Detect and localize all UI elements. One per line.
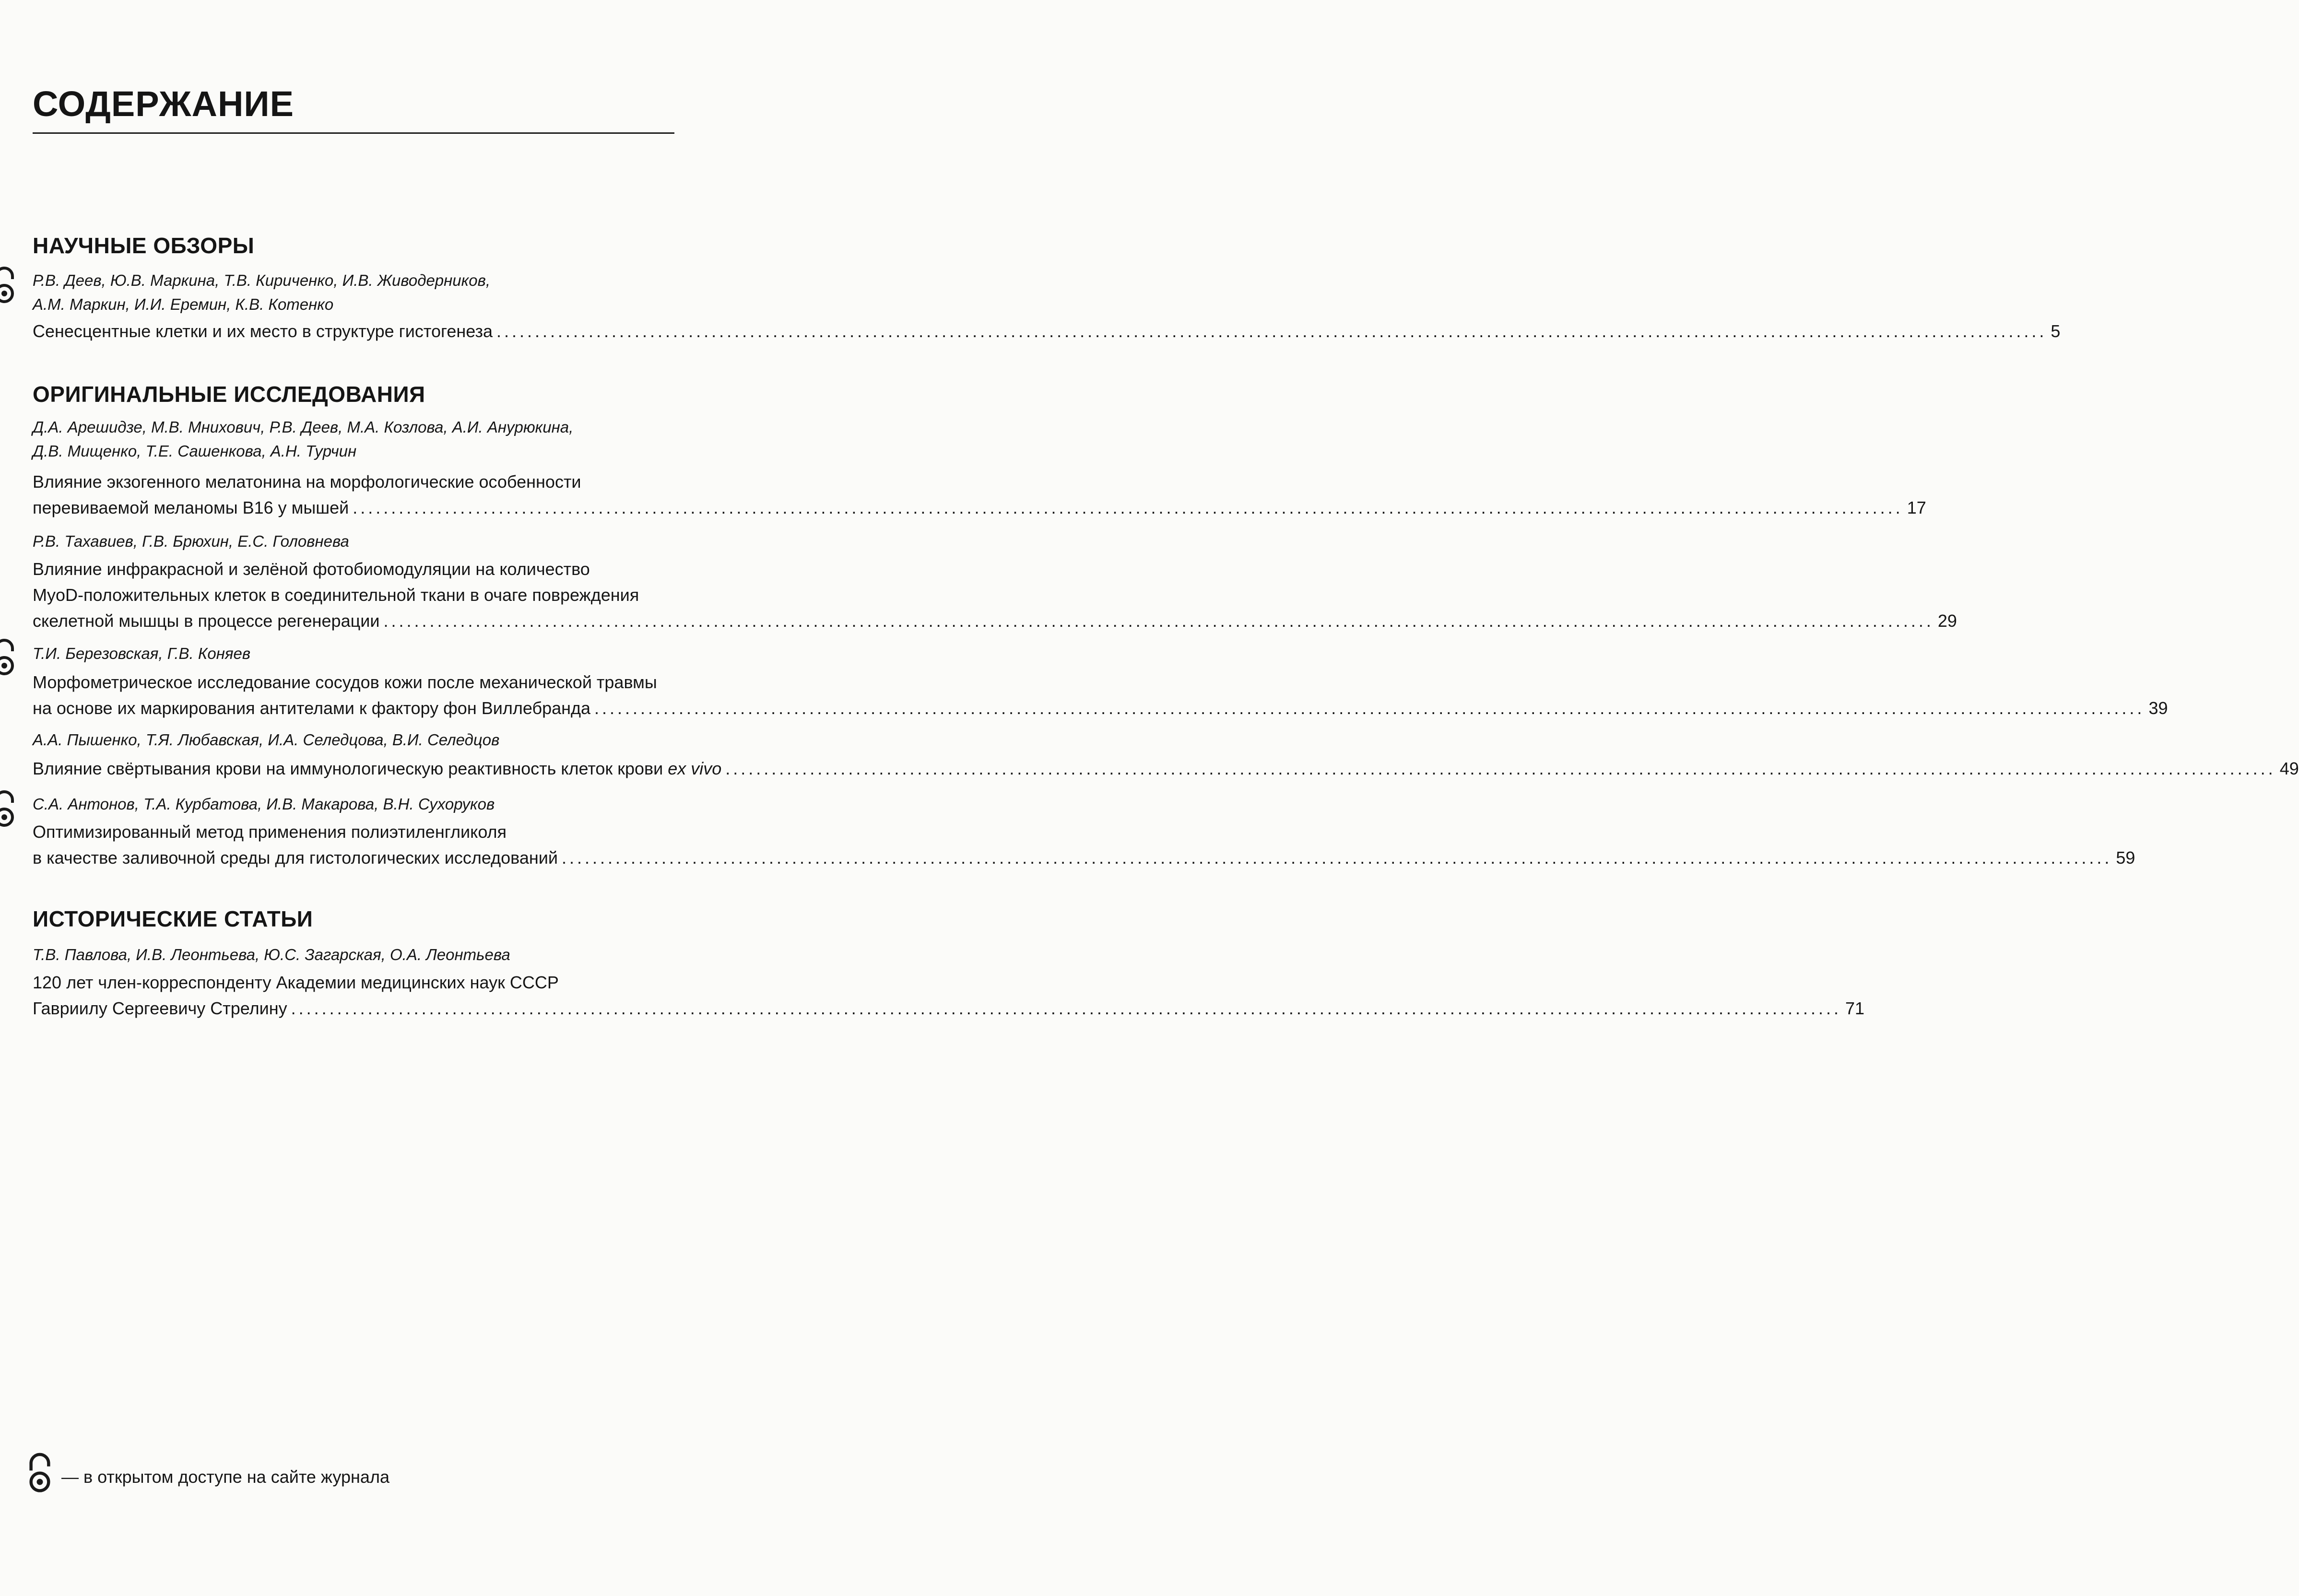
entry-authors xyxy=(33,943,510,967)
toc-entry[interactable] xyxy=(33,469,1926,521)
entry-last-line xyxy=(33,695,2168,721)
entry-title-line: Морфометрическое исследование сосудов кожи после механической травмы xyxy=(33,672,657,692)
dot-leader: .......................................................................................................................................................................................................... xyxy=(594,698,2145,718)
toc-entry[interactable] xyxy=(33,318,2061,344)
authors-line: А.М. Маркин, И.И. Еремин, К.В. Котенко xyxy=(33,295,334,313)
dot-leader: .......................................................................................................................................................................................................... xyxy=(353,498,1903,517)
dot-leader: .......................................................................................................................................................................................................... xyxy=(725,759,2276,778)
authors-line: С.А. Антонов, Т.А. Курбатова, И.В. Макарова, В.Н. Сухоруков xyxy=(33,795,495,813)
page-number: 17 xyxy=(1907,498,1926,517)
entry-authors xyxy=(33,415,573,463)
open-access-icon xyxy=(0,792,15,829)
section-heading-reviews: НАУЧНЫЕ ОБЗОРЫ xyxy=(33,233,255,258)
entry-last-line xyxy=(33,845,2135,871)
entry-last-line xyxy=(33,756,2299,782)
toc-entry[interactable] xyxy=(33,669,2168,721)
authors-line: Р.В. Деев, Ю.В. Маркина, Т.В. Кириченко, И.В. Живодерников, xyxy=(33,271,490,289)
open-access-icon xyxy=(0,269,15,305)
authors-line: Т.В. Павлова, И.В. Леонтьева, Ю.С. Загарская, О.А. Леонтьева xyxy=(33,946,510,963)
authors-line: Д.А. Арешидзе, М.В. Мнихович, Р.В. Деев, М.А. Козлова, А.И. Анурюкина, xyxy=(33,418,574,436)
entry-authors xyxy=(33,529,349,553)
page-number: 49 xyxy=(2279,759,2299,778)
page-number: 59 xyxy=(2116,848,2135,868)
entry-title-line: Сенесцентные клетки и их место в структуре гистогенеза xyxy=(33,321,493,341)
page-title: СОДЕРЖАНИЕ xyxy=(33,84,294,124)
dot-leader: .......................................................................................................................................................................................................... xyxy=(383,611,1934,631)
page-number: 71 xyxy=(1845,998,1865,1018)
toc-entry[interactable] xyxy=(33,556,1957,634)
authors-line: Д.В. Мищенко, Т.Е. Сашенкова, А.Н. Турчин xyxy=(33,442,357,460)
dot-leader: .......................................................................................................................................................................................................... xyxy=(562,848,2112,868)
entry-authors xyxy=(33,269,490,317)
page-number: 5 xyxy=(2051,321,2061,341)
entry-last-line xyxy=(33,996,1865,1021)
section-heading-historical: ИСТОРИЧЕСКИЕ СТАТЬИ xyxy=(33,906,313,931)
entry-authors xyxy=(33,792,495,816)
entry-title-line: Гавриилу Сергеевичу Стрелину xyxy=(33,998,287,1018)
entry-title-line: в качестве заливочной среды для гистологических исследований xyxy=(33,848,558,868)
legend-text: — в открытом доступе на сайте журнала xyxy=(61,1467,389,1487)
toc-entry[interactable] xyxy=(33,970,1865,1021)
dot-leader: .......................................................................................................................................................................................................... xyxy=(496,321,2047,341)
dot-leader: .......................................................................................................................................................................................................... xyxy=(291,998,1842,1018)
entry-last-line xyxy=(33,495,1926,521)
entry-title-line: на основе их маркирования антителами к фактору фон Виллебранда xyxy=(33,698,591,718)
open-access-icon xyxy=(0,641,15,677)
entry-authors xyxy=(33,642,250,666)
page-number: 29 xyxy=(1937,611,1957,631)
toc-entry[interactable] xyxy=(33,819,2135,871)
page-number: 39 xyxy=(2148,698,2168,718)
entry-title-line: Оптимизированный метод применения полиэтиленгликоля xyxy=(33,822,507,842)
entry-title-line: перевиваемой меланомы В16 у мышей xyxy=(33,498,349,517)
entry-title-line: 120 лет член-корреспонденту Академии медицинских наук СССР xyxy=(33,973,559,992)
title-underline xyxy=(33,132,674,134)
open-access-legend xyxy=(28,1455,389,1499)
latin-phrase: ex vivo xyxy=(668,759,722,778)
authors-line: Р.В. Тахавиев, Г.В. Брюхин, Е.С. Головнева xyxy=(33,532,349,550)
toc-entry[interactable] xyxy=(33,756,2299,782)
open-access-icon xyxy=(28,1455,52,1499)
entry-last-line xyxy=(33,608,1957,634)
entry-authors xyxy=(33,728,499,752)
entry-title-line: Влияние свёртывания крови на иммунологическую реактивность клеток крови ex vivo xyxy=(33,759,722,778)
entry-last-line xyxy=(33,318,2061,344)
authors-line: Т.И. Березовская, Г.В. Коняев xyxy=(33,645,251,662)
entry-title-line: Влияние инфракрасной и зелёной фотобиомодуляции на количество xyxy=(33,559,590,579)
authors-line: А.А. Пышенко, Т.Я. Любавская, И.А. Селедцова, В.И. Селедцов xyxy=(33,731,500,749)
section-heading-original-studies: ОРИГИНАЛЬНЫЕ ИССЛЕДОВАНИЯ xyxy=(33,382,425,407)
entry-title-line: скелетной мышцы в процессе регенерации xyxy=(33,611,380,631)
entry-title-line: MyoD-положительных клеток в соединительной ткани в очаге повреждения xyxy=(33,585,639,605)
entry-title-line: Влияние экзогенного мелатонина на морфологические особенности xyxy=(33,472,581,492)
